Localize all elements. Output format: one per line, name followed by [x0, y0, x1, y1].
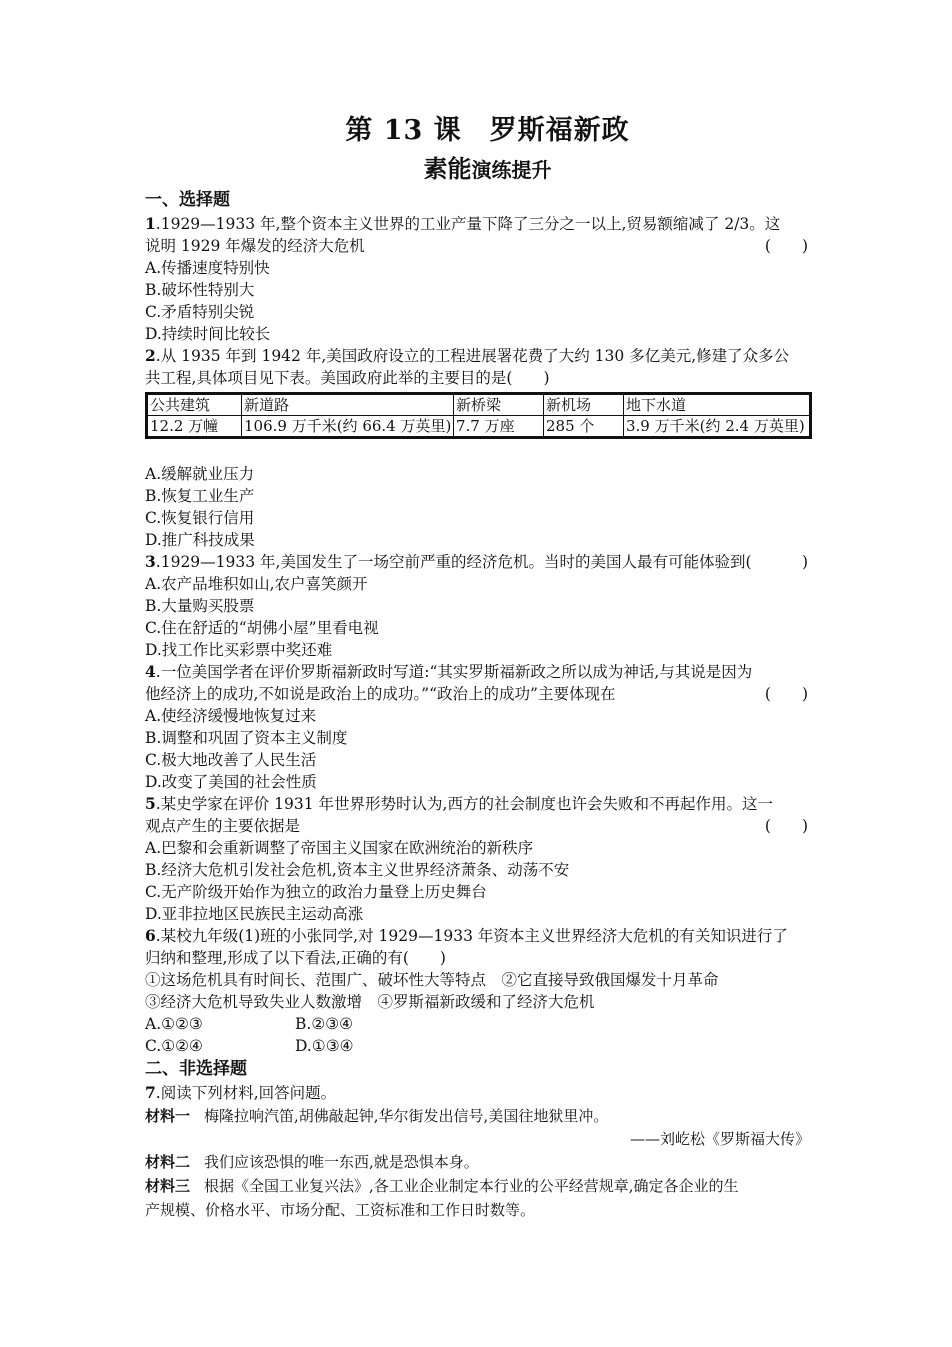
question-number: 7 — [145, 1083, 156, 1102]
table-header-row — [147, 394, 811, 416]
question-number: 1 — [145, 214, 156, 233]
option: B.调整和巩固了资本主义制度 — [145, 729, 348, 747]
page-title: 第 13 课 罗斯福新政 — [345, 115, 630, 146]
material-1 — [145, 1104, 810, 1128]
material-2 — [145, 1150, 810, 1174]
option: B.大量购买股票 — [145, 597, 255, 615]
option: A.农产品堆积如山,农户喜笑颜开 — [145, 575, 368, 593]
table-header-cell: 公共建筑 — [147, 394, 242, 416]
material-label: 材料三 — [145, 1177, 191, 1195]
question-number: 2 — [145, 346, 156, 365]
material-text: 我们应该恐惧的唯一东西,就是恐惧本身。 — [204, 1153, 479, 1171]
option: D.持续时间比较长 — [145, 325, 271, 343]
question-6-line-2: 归纳和整理,形成了以下看法,正确的有( ) — [145, 949, 446, 967]
option: C.住在舒适的“胡佛小屋”里看电视 — [145, 619, 379, 637]
option: D.推广科技成果 — [145, 531, 255, 549]
section-heading-nonchoice: 二、非选择题 — [145, 1059, 247, 1079]
question-2-line-1: 2.从 1935 年到 1942 年,美国政府设立的工程进展署花费了大约 130 多亿美元,修建了众多公 — [145, 346, 790, 365]
material-label: 材料一 — [145, 1107, 191, 1125]
material-text: 根据《全国工业复兴法》,各工业企业制定本行业的公平经营规章,确定各企业的生 — [204, 1177, 739, 1195]
option: D.找工作比买彩票中奖还难 — [145, 641, 333, 659]
option-row — [145, 1013, 810, 1035]
question-5-line-2: 观点产生的主要依据是 ( ) — [145, 817, 808, 835]
question-6-line-1: 6.某校九年级(1)班的小张同学,对 1929—1933 年资本主义世界经济大危机的有关知识进行了 — [145, 926, 788, 945]
question-3-line-1: 3.1929—1933 年,美国发生了一场空前严重的经济危机。当时的美国人最有可能体验到( ) — [145, 552, 808, 571]
question-4-line-2: 他经济上的成功,不如说是政治上的成功。”“政治上的成功”主要体现在 ( ) — [145, 685, 808, 703]
table-header-cell: 地下水道 — [624, 394, 811, 416]
question-7-intro: 7.阅读下列材料,回答问题。 — [145, 1083, 337, 1102]
option: D.①③④ — [295, 1037, 354, 1055]
answer-parentheses: ( ) — [764, 237, 808, 255]
subtitle-big: 素能 — [423, 154, 472, 183]
question-5-line-1: 5.某史学家在评价 1931 年世界形势时认为,西方的社会制度也许会失败和不再起作用。这一 — [145, 794, 773, 813]
option: C.极大地改善了人民生活 — [145, 751, 317, 769]
table-cell: 285 个 — [544, 416, 624, 438]
table-header-cell: 新道路 — [242, 394, 454, 416]
question-number: 6 — [145, 926, 156, 945]
table-header-cell: 新机场 — [544, 394, 624, 416]
option: D.改变了美国的社会性质 — [145, 773, 317, 791]
question-number: 5 — [145, 794, 156, 813]
option: D.亚非拉地区民族民主运动高涨 — [145, 905, 364, 923]
material-text: 梅隆拉响汽笛,胡佛敲起钟,华尔街发出信号,美国往地狱里冲。 — [204, 1107, 609, 1125]
public-works-table — [145, 392, 812, 439]
material-3 — [145, 1174, 810, 1198]
question-4-line-1: 4.一位美国学者在评价罗斯福新政时写道:“其实罗斯福新政之所以成为神话,与其说是因为 — [145, 662, 753, 681]
option: C.无产阶级开始作为独立的政治力量登上历史舞台 — [145, 883, 487, 901]
option: A.巴黎和会重新调整了帝国主义国家在欧洲统治的新秩序 — [145, 839, 534, 857]
material-label: 材料二 — [145, 1153, 191, 1171]
subtitle-small: 演练提升 — [471, 158, 552, 182]
option: B.破坏性特别大 — [145, 281, 255, 299]
question-number: 4 — [145, 662, 156, 681]
option: A.①②③ — [145, 1015, 203, 1033]
table-cell: 12.2 万幢 — [147, 416, 242, 438]
option: A.传播速度特别快 — [145, 259, 270, 277]
option: C.①②④ — [145, 1037, 203, 1055]
material-1-source: ——刘屹松《罗斯福大传》 — [629, 1130, 810, 1148]
question-number: 3 — [145, 552, 156, 571]
question-1-line-1: 1.1929—1933 年,整个资本主义世界的工业产量下降了三分之一以上,贸易额缩减了 2/3。这 — [145, 214, 781, 233]
question-2-line-2: 共工程,具体项目见下表。美国政府此举的主要目的是( ) — [145, 369, 550, 387]
answer-parentheses: ) — [801, 553, 808, 571]
option: B.恢复工业生产 — [145, 487, 255, 505]
table-cell: 7.7 万座 — [454, 416, 544, 438]
question-6-statement-1: ①这场危机具有时间长、范围广、破坏性大等特点 ②它直接导致俄国爆发十月革命 — [145, 971, 719, 989]
option: C.矛盾特别尖锐 — [145, 303, 255, 321]
section-heading-choice: 一、选择题 — [145, 190, 230, 210]
option-row — [145, 1035, 810, 1057]
material-3-continued: 产规模、价格水平、市场分配、工资标准和工作日时数等。 — [145, 1201, 536, 1219]
page-subtitle — [165, 150, 810, 188]
question-1-line-2: 说明 1929 年爆发的经济大危机 ( ) — [145, 237, 808, 255]
table-row — [147, 416, 811, 438]
table-header-cell: 新桥梁 — [454, 394, 544, 416]
document-page — [145, 112, 810, 1222]
option: A.使经济缓慢地恢复过来 — [145, 707, 317, 725]
question-6-statement-2: ③经济大危机导致失业人数激增 ④罗斯福新政缓和了经济大危机 — [145, 993, 595, 1011]
answer-parentheses: ( ) — [764, 817, 808, 835]
option: B.②③④ — [295, 1015, 354, 1033]
option: B.经济大危机引发社会危机,资本主义世界经济萧条、动荡不安 — [145, 861, 570, 879]
answer-parentheses: ( ) — [764, 685, 808, 703]
table-cell: 106.9 万千米(约 66.4 万英里) — [242, 416, 454, 438]
table-cell: 3.9 万千米(约 2.4 万英里) — [624, 416, 811, 438]
option: A.缓解就业压力 — [145, 465, 255, 483]
option: C.恢复银行信用 — [145, 509, 255, 527]
